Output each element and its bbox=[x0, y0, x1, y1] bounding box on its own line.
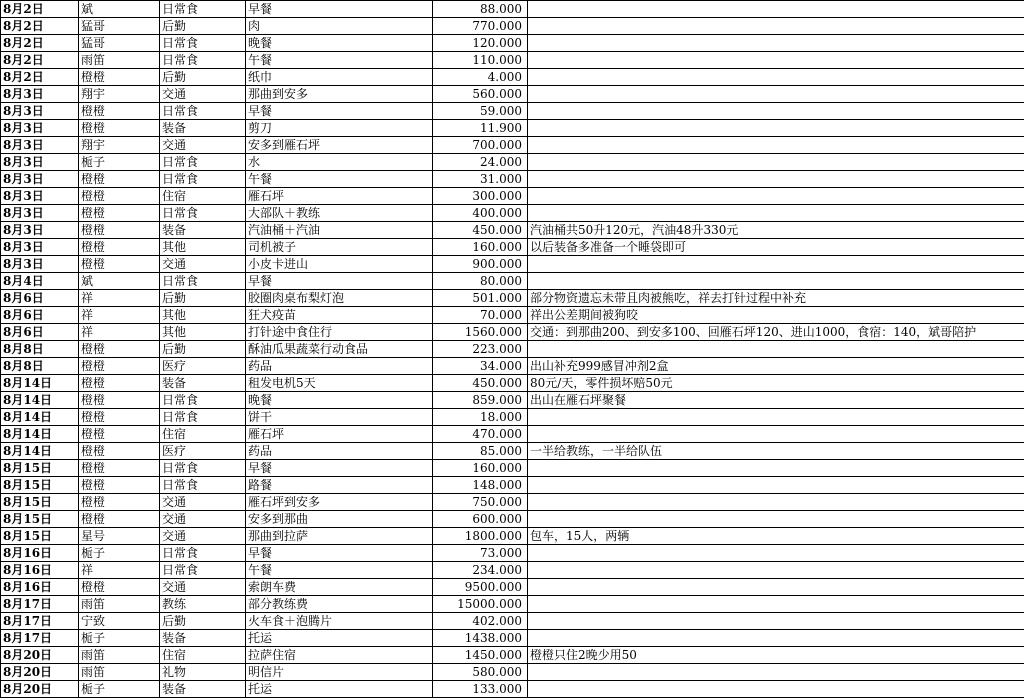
date-cell[interactable]: 8月20日 bbox=[1, 681, 79, 698]
item-cell[interactable]: 托运 bbox=[246, 630, 433, 647]
item-cell[interactable]: 肉 bbox=[246, 18, 433, 35]
person-cell[interactable]: 星号 bbox=[79, 528, 160, 545]
item-cell[interactable]: 午餐 bbox=[246, 562, 433, 579]
table-row bbox=[1, 239, 1024, 256]
date-cell[interactable]: 8月15日 bbox=[1, 528, 79, 545]
table-row bbox=[1, 664, 1024, 681]
amount-cell[interactable]: 148.000 bbox=[433, 477, 528, 494]
note-cell[interactable] bbox=[528, 52, 1024, 69]
category-cell[interactable]: 住宿 bbox=[160, 188, 246, 205]
category-cell[interactable]: 日常食 bbox=[160, 1, 246, 18]
note-cell[interactable]: 部分物资遗忘未带且肉被熊吃，祥去打针过程中补充 bbox=[528, 290, 1024, 307]
amount-cell[interactable]: 9500.000 bbox=[433, 579, 528, 596]
table-row bbox=[1, 681, 1024, 698]
amount-cell[interactable]: 470.000 bbox=[433, 426, 528, 443]
category-cell[interactable]: 后勤 bbox=[160, 290, 246, 307]
date-cell[interactable]: 8月6日 bbox=[1, 290, 79, 307]
note-cell[interactable]: 一半给教练，一半给队伍 bbox=[528, 443, 1024, 460]
person-cell[interactable]: 栀子 bbox=[79, 681, 160, 698]
category-cell[interactable]: 教练 bbox=[160, 596, 246, 613]
date-cell[interactable]: 8月3日 bbox=[1, 239, 79, 256]
person-cell[interactable]: 橙橙 bbox=[79, 511, 160, 528]
note-cell[interactable]: 出山在雁石坪聚餐 bbox=[528, 392, 1024, 409]
amount-cell[interactable]: 1438.000 bbox=[433, 630, 528, 647]
note-cell[interactable] bbox=[528, 120, 1024, 137]
table-row bbox=[1, 18, 1024, 35]
note-cell[interactable] bbox=[528, 137, 1024, 154]
table-row bbox=[1, 579, 1024, 596]
table-row bbox=[1, 647, 1024, 664]
person-cell[interactable]: 翔宇 bbox=[79, 137, 160, 154]
amount-cell[interactable]: 400.000 bbox=[433, 205, 528, 222]
note-cell[interactable] bbox=[528, 511, 1024, 528]
date-cell[interactable]: 8月6日 bbox=[1, 307, 79, 324]
person-cell[interactable]: 斌 bbox=[79, 273, 160, 290]
category-cell[interactable]: 装备 bbox=[160, 630, 246, 647]
item-cell[interactable]: 大部队＋教练 bbox=[246, 205, 433, 222]
amount-cell[interactable]: 859.000 bbox=[433, 392, 528, 409]
note-cell[interactable]: 汽油桶共50升120元，汽油48升330元 bbox=[528, 222, 1024, 239]
note-cell[interactable] bbox=[528, 86, 1024, 103]
person-cell[interactable]: 橙橙 bbox=[79, 426, 160, 443]
note-cell[interactable]: 橙橙只住2晚少用50 bbox=[528, 647, 1024, 664]
item-cell[interactable]: 索朗车费 bbox=[246, 579, 433, 596]
table-row bbox=[1, 222, 1024, 239]
person-cell[interactable]: 祥 bbox=[79, 290, 160, 307]
person-cell[interactable]: 橙橙 bbox=[79, 375, 160, 392]
item-cell[interactable]: 胶圈肉桌布梨灯泡 bbox=[246, 290, 433, 307]
note-cell[interactable] bbox=[528, 664, 1024, 681]
note-cell[interactable] bbox=[528, 630, 1024, 647]
category-cell[interactable]: 其他 bbox=[160, 324, 246, 341]
note-cell[interactable]: 交通：到那曲200、到安多100、回雁石坪120、进山1000，食宿：140，斌哥陪护 bbox=[528, 324, 1024, 341]
person-cell[interactable]: 橙橙 bbox=[79, 120, 160, 137]
amount-cell[interactable]: 300.000 bbox=[433, 188, 528, 205]
date-cell[interactable]: 8月14日 bbox=[1, 392, 79, 409]
note-cell[interactable] bbox=[528, 171, 1024, 188]
category-cell[interactable]: 交通 bbox=[160, 137, 246, 154]
item-cell[interactable]: 司机被子 bbox=[246, 239, 433, 256]
table-row bbox=[1, 324, 1024, 341]
person-cell[interactable]: 橙橙 bbox=[79, 409, 160, 426]
date-cell[interactable]: 8月15日 bbox=[1, 494, 79, 511]
table-row bbox=[1, 426, 1024, 443]
item-cell[interactable]: 打针途中食住行 bbox=[246, 324, 433, 341]
date-cell[interactable]: 8月2日 bbox=[1, 1, 79, 18]
amount-cell[interactable]: 4.000 bbox=[433, 69, 528, 86]
item-cell[interactable]: 雁石坪到安多 bbox=[246, 494, 433, 511]
amount-cell[interactable]: 73.000 bbox=[433, 545, 528, 562]
person-cell[interactable]: 宁致 bbox=[79, 613, 160, 630]
date-cell[interactable]: 8月3日 bbox=[1, 86, 79, 103]
amount-cell[interactable]: 59.000 bbox=[433, 103, 528, 120]
amount-cell[interactable]: 900.000 bbox=[433, 256, 528, 273]
date-cell[interactable]: 8月2日 bbox=[1, 18, 79, 35]
amount-cell[interactable]: 70.000 bbox=[433, 307, 528, 324]
item-cell[interactable]: 晚餐 bbox=[246, 392, 433, 409]
person-cell[interactable]: 橙橙 bbox=[79, 222, 160, 239]
category-cell[interactable]: 交通 bbox=[160, 86, 246, 103]
date-cell[interactable]: 8月16日 bbox=[1, 579, 79, 596]
note-cell[interactable] bbox=[528, 494, 1024, 511]
person-cell[interactable]: 斌 bbox=[79, 1, 160, 18]
table-row bbox=[1, 477, 1024, 494]
item-cell[interactable]: 安多到雁石坪 bbox=[246, 137, 433, 154]
category-cell[interactable]: 后勤 bbox=[160, 69, 246, 86]
person-cell[interactable]: 祥 bbox=[79, 324, 160, 341]
person-cell[interactable]: 橙橙 bbox=[79, 477, 160, 494]
note-cell[interactable]: 出山补充999感冒冲剂2盒 bbox=[528, 358, 1024, 375]
amount-cell[interactable]: 34.000 bbox=[433, 358, 528, 375]
note-cell[interactable] bbox=[528, 613, 1024, 630]
item-cell[interactable]: 那曲到安多 bbox=[246, 86, 433, 103]
date-cell[interactable]: 8月2日 bbox=[1, 52, 79, 69]
person-cell[interactable]: 雨笛 bbox=[79, 52, 160, 69]
date-cell[interactable]: 8月3日 bbox=[1, 103, 79, 120]
table-row bbox=[1, 307, 1024, 324]
note-cell[interactable]: 以后装备多准备一个睡袋即可 bbox=[528, 239, 1024, 256]
table-row bbox=[1, 290, 1024, 307]
amount-cell[interactable]: 580.000 bbox=[433, 664, 528, 681]
item-cell[interactable]: 汽油桶＋汽油 bbox=[246, 222, 433, 239]
item-cell[interactable]: 火车食＋泡腾片 bbox=[246, 613, 433, 630]
table-row bbox=[1, 630, 1024, 647]
item-cell[interactable]: 托运 bbox=[246, 681, 433, 698]
date-cell[interactable]: 8月3日 bbox=[1, 137, 79, 154]
note-cell[interactable] bbox=[528, 596, 1024, 613]
date-cell[interactable]: 8月14日 bbox=[1, 443, 79, 460]
table-row bbox=[1, 511, 1024, 528]
date-cell[interactable]: 8月20日 bbox=[1, 647, 79, 664]
table-row bbox=[1, 596, 1024, 613]
table-row bbox=[1, 52, 1024, 69]
category-cell[interactable]: 日常食 bbox=[160, 103, 246, 120]
amount-cell[interactable]: 1800.000 bbox=[433, 528, 528, 545]
table-row bbox=[1, 341, 1024, 358]
table-row bbox=[1, 35, 1024, 52]
category-cell[interactable]: 装备 bbox=[160, 375, 246, 392]
person-cell[interactable]: 橙橙 bbox=[79, 358, 160, 375]
category-cell[interactable]: 日常食 bbox=[160, 545, 246, 562]
amount-cell[interactable]: 1560.000 bbox=[433, 324, 528, 341]
category-cell[interactable]: 医疗 bbox=[160, 443, 246, 460]
amount-cell[interactable]: 234.000 bbox=[433, 562, 528, 579]
table-row bbox=[1, 443, 1024, 460]
person-cell[interactable]: 猛哥 bbox=[79, 18, 160, 35]
amount-cell[interactable]: 120.000 bbox=[433, 35, 528, 52]
date-cell[interactable]: 8月2日 bbox=[1, 35, 79, 52]
person-cell[interactable]: 翔宇 bbox=[79, 86, 160, 103]
amount-cell[interactable]: 402.000 bbox=[433, 613, 528, 630]
note-cell[interactable] bbox=[528, 562, 1024, 579]
table-row bbox=[1, 103, 1024, 120]
item-cell[interactable]: 午餐 bbox=[246, 52, 433, 69]
category-cell[interactable]: 后勤 bbox=[160, 18, 246, 35]
person-cell[interactable]: 橙橙 bbox=[79, 171, 160, 188]
person-cell[interactable]: 雨笛 bbox=[79, 647, 160, 664]
table-row bbox=[1, 562, 1024, 579]
amount-cell[interactable]: 700.000 bbox=[433, 137, 528, 154]
category-cell[interactable]: 其他 bbox=[160, 239, 246, 256]
note-cell[interactable]: 祥出公差期间被狗咬 bbox=[528, 307, 1024, 324]
category-cell[interactable]: 日常食 bbox=[160, 460, 246, 477]
date-cell[interactable]: 8月17日 bbox=[1, 613, 79, 630]
category-cell[interactable]: 后勤 bbox=[160, 341, 246, 358]
item-cell[interactable]: 雁石坪 bbox=[246, 426, 433, 443]
category-cell[interactable]: 日常食 bbox=[160, 205, 246, 222]
amount-cell[interactable]: 18.000 bbox=[433, 409, 528, 426]
amount-cell[interactable]: 600.000 bbox=[433, 511, 528, 528]
amount-cell[interactable]: 1450.000 bbox=[433, 647, 528, 664]
category-cell[interactable]: 日常食 bbox=[160, 273, 246, 290]
note-cell[interactable] bbox=[528, 545, 1024, 562]
date-cell[interactable]: 8月3日 bbox=[1, 120, 79, 137]
table-row bbox=[1, 86, 1024, 103]
category-cell[interactable]: 日常食 bbox=[160, 477, 246, 494]
category-cell[interactable]: 交通 bbox=[160, 528, 246, 545]
item-cell[interactable]: 安多到那曲 bbox=[246, 511, 433, 528]
category-cell[interactable]: 日常食 bbox=[160, 52, 246, 69]
amount-cell[interactable]: 24.000 bbox=[433, 154, 528, 171]
person-cell[interactable]: 橙橙 bbox=[79, 460, 160, 477]
item-cell[interactable]: 早餐 bbox=[246, 545, 433, 562]
date-cell[interactable]: 8月3日 bbox=[1, 222, 79, 239]
person-cell[interactable]: 橙橙 bbox=[79, 103, 160, 120]
category-cell[interactable]: 交通 bbox=[160, 494, 246, 511]
date-cell[interactable]: 8月15日 bbox=[1, 477, 79, 494]
item-cell[interactable]: 酥油瓜果蔬菜行动食品 bbox=[246, 341, 433, 358]
amount-cell[interactable]: 31.000 bbox=[433, 171, 528, 188]
date-cell[interactable]: 8月14日 bbox=[1, 426, 79, 443]
person-cell[interactable]: 雨笛 bbox=[79, 664, 160, 681]
item-cell[interactable]: 饼干 bbox=[246, 409, 433, 426]
note-cell[interactable] bbox=[528, 579, 1024, 596]
person-cell[interactable]: 祥 bbox=[79, 562, 160, 579]
item-cell[interactable]: 雁石坪 bbox=[246, 188, 433, 205]
table-row bbox=[1, 392, 1024, 409]
note-cell[interactable] bbox=[528, 273, 1024, 290]
amount-cell[interactable]: 85.000 bbox=[433, 443, 528, 460]
date-cell[interactable]: 8月20日 bbox=[1, 664, 79, 681]
date-cell[interactable]: 8月17日 bbox=[1, 630, 79, 647]
table-row bbox=[1, 494, 1024, 511]
person-cell[interactable]: 橙橙 bbox=[79, 69, 160, 86]
note-cell[interactable] bbox=[528, 188, 1024, 205]
note-cell[interactable] bbox=[528, 154, 1024, 171]
table-row bbox=[1, 460, 1024, 477]
person-cell[interactable]: 栀子 bbox=[79, 630, 160, 647]
item-cell[interactable]: 部分教练费 bbox=[246, 596, 433, 613]
category-cell[interactable]: 日常食 bbox=[160, 154, 246, 171]
person-cell[interactable]: 橙橙 bbox=[79, 205, 160, 222]
amount-cell[interactable]: 501.000 bbox=[433, 290, 528, 307]
item-cell[interactable]: 药品 bbox=[246, 358, 433, 375]
note-cell[interactable] bbox=[528, 341, 1024, 358]
date-cell[interactable]: 8月3日 bbox=[1, 171, 79, 188]
date-cell[interactable]: 8月4日 bbox=[1, 273, 79, 290]
table-row bbox=[1, 545, 1024, 562]
item-cell[interactable]: 早餐 bbox=[246, 460, 433, 477]
expense-table-body bbox=[1, 1, 1024, 698]
date-cell[interactable]: 8月3日 bbox=[1, 188, 79, 205]
person-cell[interactable]: 雨笛 bbox=[79, 596, 160, 613]
category-cell[interactable]: 装备 bbox=[160, 120, 246, 137]
item-cell[interactable]: 拉萨住宿 bbox=[246, 647, 433, 664]
person-cell[interactable]: 橙橙 bbox=[79, 341, 160, 358]
note-cell[interactable]: 包车，15人，两辆 bbox=[528, 528, 1024, 545]
note-cell[interactable] bbox=[528, 681, 1024, 698]
person-cell[interactable]: 橙橙 bbox=[79, 579, 160, 596]
person-cell[interactable]: 橙橙 bbox=[79, 443, 160, 460]
category-cell[interactable]: 装备 bbox=[160, 222, 246, 239]
amount-cell[interactable]: 450.000 bbox=[433, 222, 528, 239]
note-cell[interactable] bbox=[528, 1, 1024, 18]
amount-cell[interactable]: 770.000 bbox=[433, 18, 528, 35]
item-cell[interactable]: 药品 bbox=[246, 443, 433, 460]
item-cell[interactable]: 纸巾 bbox=[246, 69, 433, 86]
item-cell[interactable]: 狂犬疫苗 bbox=[246, 307, 433, 324]
amount-cell[interactable]: 160.000 bbox=[433, 460, 528, 477]
amount-cell[interactable]: 15000.000 bbox=[433, 596, 528, 613]
category-cell[interactable]: 装备 bbox=[160, 681, 246, 698]
item-cell[interactable]: 早餐 bbox=[246, 273, 433, 290]
date-cell[interactable]: 8月15日 bbox=[1, 460, 79, 477]
person-cell[interactable]: 橙橙 bbox=[79, 256, 160, 273]
person-cell[interactable]: 橙橙 bbox=[79, 188, 160, 205]
category-cell[interactable]: 日常食 bbox=[160, 35, 246, 52]
table-row bbox=[1, 273, 1024, 290]
category-cell[interactable]: 日常食 bbox=[160, 171, 246, 188]
table-row bbox=[1, 154, 1024, 171]
date-cell[interactable]: 8月16日 bbox=[1, 545, 79, 562]
item-cell[interactable]: 午餐 bbox=[246, 171, 433, 188]
note-cell[interactable] bbox=[528, 426, 1024, 443]
item-cell[interactable]: 小皮卡进山 bbox=[246, 256, 433, 273]
item-cell[interactable]: 路餐 bbox=[246, 477, 433, 494]
date-cell[interactable]: 8月6日 bbox=[1, 324, 79, 341]
category-cell[interactable]: 医疗 bbox=[160, 358, 246, 375]
amount-cell[interactable]: 450.000 bbox=[433, 375, 528, 392]
category-cell[interactable]: 交通 bbox=[160, 256, 246, 273]
table-row bbox=[1, 120, 1024, 137]
amount-cell[interactable]: 80.000 bbox=[433, 273, 528, 290]
category-cell[interactable]: 交通 bbox=[160, 579, 246, 596]
item-cell[interactable]: 明信片 bbox=[246, 664, 433, 681]
category-cell[interactable]: 礼物 bbox=[160, 664, 246, 681]
item-cell[interactable]: 剪刀 bbox=[246, 120, 433, 137]
note-cell[interactable]: 80元/天，零件损坏赔50元 bbox=[528, 375, 1024, 392]
table-row bbox=[1, 358, 1024, 375]
table-row bbox=[1, 171, 1024, 188]
table-row bbox=[1, 256, 1024, 273]
category-cell[interactable]: 后勤 bbox=[160, 613, 246, 630]
person-cell[interactable]: 橙橙 bbox=[79, 239, 160, 256]
person-cell[interactable]: 栀子 bbox=[79, 545, 160, 562]
note-cell[interactable] bbox=[528, 103, 1024, 120]
table-row bbox=[1, 205, 1024, 222]
table-row bbox=[1, 528, 1024, 545]
item-cell[interactable]: 水 bbox=[246, 154, 433, 171]
item-cell[interactable]: 那曲到拉萨 bbox=[246, 528, 433, 545]
amount-cell[interactable]: 110.000 bbox=[433, 52, 528, 69]
date-cell[interactable]: 8月3日 bbox=[1, 154, 79, 171]
date-cell[interactable]: 8月3日 bbox=[1, 205, 79, 222]
amount-cell[interactable]: 223.000 bbox=[433, 341, 528, 358]
category-cell[interactable]: 其他 bbox=[160, 307, 246, 324]
note-cell[interactable] bbox=[528, 205, 1024, 222]
date-cell[interactable]: 8月16日 bbox=[1, 562, 79, 579]
note-cell[interactable] bbox=[528, 256, 1024, 273]
note-cell[interactable] bbox=[528, 35, 1024, 52]
amount-cell[interactable]: 11.900 bbox=[433, 120, 528, 137]
person-cell[interactable]: 栀子 bbox=[79, 154, 160, 171]
note-cell[interactable] bbox=[528, 477, 1024, 494]
table-row bbox=[1, 409, 1024, 426]
table-row bbox=[1, 137, 1024, 154]
note-cell[interactable] bbox=[528, 18, 1024, 35]
note-cell[interactable] bbox=[528, 460, 1024, 477]
date-cell[interactable]: 8月3日 bbox=[1, 256, 79, 273]
table-row bbox=[1, 188, 1024, 205]
category-cell[interactable]: 日常食 bbox=[160, 562, 246, 579]
person-cell[interactable]: 猛哥 bbox=[79, 35, 160, 52]
amount-cell[interactable]: 750.000 bbox=[433, 494, 528, 511]
table-row bbox=[1, 375, 1024, 392]
note-cell[interactable] bbox=[528, 69, 1024, 86]
amount-cell[interactable]: 560.000 bbox=[433, 86, 528, 103]
person-cell[interactable]: 橙橙 bbox=[79, 494, 160, 511]
category-cell[interactable]: 交通 bbox=[160, 511, 246, 528]
person-cell[interactable]: 祥 bbox=[79, 307, 160, 324]
date-cell[interactable]: 8月2日 bbox=[1, 69, 79, 86]
table-row bbox=[1, 1, 1024, 18]
item-cell[interactable]: 早餐 bbox=[246, 103, 433, 120]
person-cell[interactable]: 橙橙 bbox=[79, 392, 160, 409]
date-cell[interactable]: 8月15日 bbox=[1, 511, 79, 528]
date-cell[interactable]: 8月14日 bbox=[1, 375, 79, 392]
category-cell[interactable]: 住宿 bbox=[160, 426, 246, 443]
category-cell[interactable]: 日常食 bbox=[160, 392, 246, 409]
category-cell[interactable]: 日常食 bbox=[160, 409, 246, 426]
amount-cell[interactable]: 88.000 bbox=[433, 1, 528, 18]
item-cell[interactable]: 租发电机5天 bbox=[246, 375, 433, 392]
date-cell[interactable]: 8月8日 bbox=[1, 358, 79, 375]
category-cell[interactable]: 住宿 bbox=[160, 647, 246, 664]
item-cell[interactable]: 早餐 bbox=[246, 1, 433, 18]
table-row bbox=[1, 613, 1024, 630]
date-cell[interactable]: 8月8日 bbox=[1, 341, 79, 358]
table-row bbox=[1, 69, 1024, 86]
note-cell[interactable] bbox=[528, 409, 1024, 426]
item-cell[interactable]: 晚餐 bbox=[246, 35, 433, 52]
amount-cell[interactable]: 160.000 bbox=[433, 239, 528, 256]
date-cell[interactable]: 8月14日 bbox=[1, 409, 79, 426]
date-cell[interactable]: 8月17日 bbox=[1, 596, 79, 613]
amount-cell[interactable]: 133.000 bbox=[433, 681, 528, 698]
